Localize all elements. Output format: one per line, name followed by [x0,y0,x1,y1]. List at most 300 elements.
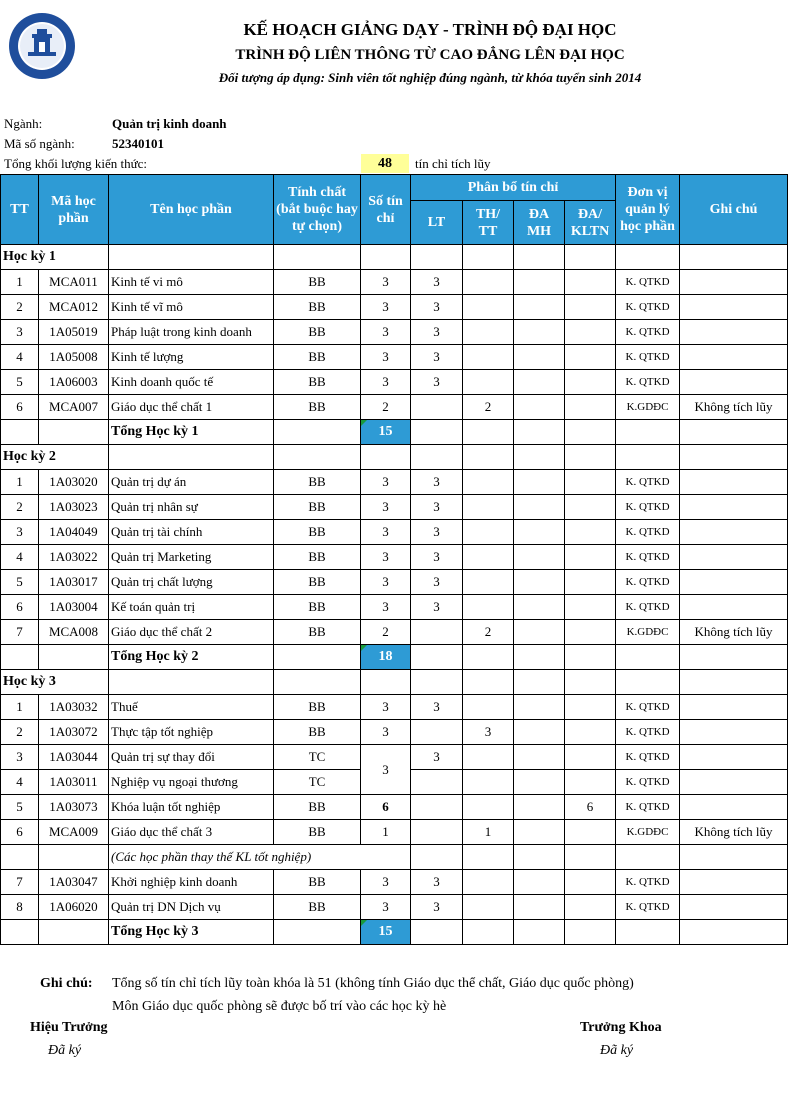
course-code: 1A03032 [39,695,109,720]
course-type: BB [274,470,361,495]
footer-note-line2: Môn Giáo dục quốc phòng sẽ được bố trí vào các học kỳ hè [112,999,447,1014]
course-code: MCA008 [39,620,109,645]
course-th [463,370,514,395]
course-code: 1A05008 [39,345,109,370]
course-lt: 3 [411,470,463,495]
course-th: 3 [463,720,514,745]
course-note: Không tích lũy [680,395,788,420]
empty-cell [565,670,616,695]
empty-cell [616,670,680,695]
empty-cell [616,845,680,870]
course-code: 1A05019 [39,320,109,345]
course-code: 1A03011 [39,770,109,795]
empty-cell [680,745,788,770]
course-credits: 3 [361,295,411,320]
course-unit: K. QTKD [616,295,680,320]
course-row [1,570,788,595]
course-lt [411,795,463,820]
course-lt: 3 [411,570,463,595]
course-kl [565,270,616,295]
course-credits: 3 [361,595,411,620]
course-type: BB [274,345,361,370]
course-lt: 3 [411,520,463,545]
empty-cell [463,420,514,445]
course-kl [565,620,616,645]
course-credits: 3 [361,570,411,595]
empty-cell [680,670,788,695]
course-type: BB [274,795,361,820]
course-th: 2 [463,620,514,645]
course-da [514,370,565,395]
course-type: BB [274,570,361,595]
course-row [1,895,788,920]
course-note [680,370,788,395]
elective-credits: 3 [361,745,411,795]
semester-total-row [1,420,788,445]
course-index: 1 [1,270,39,295]
course-da [514,270,565,295]
course-name: Thực tập tốt nghiệp [109,720,274,745]
course-name: Quản trị sự thay đổi [109,745,274,770]
course-row [1,495,788,520]
course-kl [565,295,616,320]
course-index: 4 [1,345,39,370]
course-note [680,695,788,720]
course-lt: 3 [411,495,463,520]
course-th [463,695,514,720]
course-code: 1A03020 [39,470,109,495]
course-index: 8 [1,895,39,920]
course-unit: K. QTKD [616,570,680,595]
empty-cell [616,645,680,670]
course-note [680,895,788,920]
course-unit: K. QTKD [616,370,680,395]
empty-cell [361,670,411,695]
course-name: Khóa luận tốt nghiệp [109,795,274,820]
empty-cell [616,445,680,470]
empty-cell [514,445,565,470]
empty-cell [109,445,274,470]
course-index: 5 [1,795,39,820]
course-code: 1A03073 [39,795,109,820]
course-index: 6 [1,595,39,620]
empty-cell [274,245,361,270]
course-note [680,795,788,820]
empty-cell [39,420,109,445]
empty-cell [463,670,514,695]
course-th [463,470,514,495]
empty-cell [514,670,565,695]
course-da [514,295,565,320]
course-index: 1 [1,470,39,495]
empty-cell [109,245,274,270]
course-type: TC [274,745,361,770]
empty-cell [39,845,109,870]
empty-cell [514,420,565,445]
course-name: Giáo dục thể chất 2 [109,620,274,645]
empty-cell [463,745,514,770]
semester-heading-row [1,245,788,270]
header-allocation: Phân bổ tín chỉ [411,175,616,201]
course-name: Kinh tế vi mô [109,270,274,295]
course-name: Giáo dục thể chất 1 [109,395,274,420]
course-lt [411,620,463,645]
empty-cell [411,920,463,945]
course-type: BB [274,395,361,420]
course-credits: 2 [361,620,411,645]
course-note: Không tích lũy [680,620,788,645]
course-index: 4 [1,770,39,795]
course-row [1,520,788,545]
course-lt: 3 [411,320,463,345]
course-note [680,520,788,545]
course-kl [565,345,616,370]
course-note [680,570,788,595]
course-credits: 3 [361,495,411,520]
course-name: Thuế [109,695,274,720]
course-note [680,545,788,570]
course-lt: 3 [411,295,463,320]
course-name: Nghiệp vụ ngoại thương [109,770,274,795]
course-unit: K. QTKD [616,745,680,770]
course-kl [565,895,616,920]
empty-cell [463,770,514,795]
course-credits: 3 [361,320,411,345]
course-da [514,470,565,495]
course-type: BB [274,370,361,395]
course-name: Khởi nghiệp kinh doanh [109,870,274,895]
course-type: BB [274,520,361,545]
course-code: 1A06003 [39,370,109,395]
empty-cell [616,245,680,270]
course-lt: 3 [411,745,463,770]
empty-cell [565,645,616,670]
empty-cell [411,445,463,470]
course-da [514,545,565,570]
course-index: 5 [1,370,39,395]
course-code: MCA012 [39,295,109,320]
course-name: Quản trị tài chính [109,520,274,545]
empty-cell [274,445,361,470]
curriculum-body [1,245,788,945]
major-label: Ngành: [4,116,43,131]
course-lt: 3 [411,545,463,570]
course-kl [565,395,616,420]
header-damh: ĐA MH [514,201,565,245]
course-note [680,320,788,345]
course-kl [565,870,616,895]
course-row [1,620,788,645]
course-note [680,720,788,745]
course-code: 1A03017 [39,570,109,595]
course-note [680,470,788,495]
footer-note-label: Ghi chú: [40,976,93,991]
course-type: BB [274,895,361,920]
course-row [1,470,788,495]
empty-cell [411,420,463,445]
course-th [463,270,514,295]
course-th [463,895,514,920]
header-type: Tính chất (bắt buộc hay tự chọn) [274,175,361,245]
empty-cell [514,920,565,945]
course-credits: 3 [361,895,411,920]
course-lt: 3 [411,695,463,720]
course-unit: K. QTKD [616,470,680,495]
course-credits: 3 [361,520,411,545]
course-da [514,570,565,595]
major-code-value: 52340101 [112,136,164,151]
empty-cell [514,770,565,795]
header-tt: TT [1,175,39,245]
semester-heading: Học kỳ 2 [1,445,109,470]
empty-cell [514,745,565,770]
empty-cell [463,645,514,670]
signature-right-status: Đã ký [600,1043,634,1058]
course-index: 7 [1,620,39,645]
semester-heading: Học kỳ 1 [1,245,109,270]
header-lt: LT [411,201,463,245]
total-credits-value: 48 [361,154,409,173]
course-row [1,295,788,320]
replacement-note-row [1,845,788,870]
course-unit: K. QTKD [616,895,680,920]
course-row [1,320,788,345]
course-type: BB [274,295,361,320]
course-lt [411,720,463,745]
empty-cell [514,645,565,670]
course-th [463,870,514,895]
course-kl [565,595,616,620]
course-row [1,820,788,845]
course-kl [565,545,616,570]
course-credits: 6 [361,795,411,820]
course-index: 3 [1,320,39,345]
course-type: BB [274,320,361,345]
empty-cell [1,920,39,945]
course-lt: 3 [411,270,463,295]
course-code: 1A03044 [39,745,109,770]
empty-cell [361,445,411,470]
course-credits: 3 [361,870,411,895]
course-type: BB [274,620,361,645]
course-name: Quản trị DN Dịch vụ [109,895,274,920]
course-da [514,720,565,745]
course-name: Quản trị dự án [109,470,274,495]
course-index: 4 [1,545,39,570]
empty-cell [680,420,788,445]
course-th: 2 [463,395,514,420]
course-index: 6 [1,820,39,845]
course-th [463,495,514,520]
course-kl [565,720,616,745]
course-unit: K. QTKD [616,695,680,720]
course-da [514,495,565,520]
course-da [514,895,565,920]
course-unit: K. QTKD [616,270,680,295]
empty-cell [680,445,788,470]
empty-cell [1,420,39,445]
footer-note-line1: Tổng số tín chỉ tích lũy toàn khóa là 51 (không tính Giáo dục thể chất, Giáo dục quốc phòng) [112,976,634,991]
course-code: MCA007 [39,395,109,420]
course-index: 3 [1,745,39,770]
semester-total-row [1,645,788,670]
course-note: Không tích lũy [680,820,788,845]
course-note [680,345,788,370]
course-type: BB [274,595,361,620]
course-kl [565,470,616,495]
empty-cell [274,920,361,945]
course-note [680,270,788,295]
header-code: Mã học phần [39,175,109,245]
course-unit: K. QTKD [616,770,680,795]
course-da [514,345,565,370]
empty-cell [39,645,109,670]
course-name: Kinh doanh quốc tế [109,370,274,395]
course-th [463,345,514,370]
empty-cell [680,645,788,670]
course-index: 2 [1,495,39,520]
course-code: 1A03047 [39,870,109,895]
course-note [680,495,788,520]
empty-cell [514,845,565,870]
course-lt: 3 [411,895,463,920]
course-code: 1A03022 [39,545,109,570]
signature-left-status: Đã ký [48,1043,82,1058]
course-index: 5 [1,570,39,595]
course-th [463,795,514,820]
course-unit: K. QTKD [616,595,680,620]
course-credits: 1 [361,820,411,845]
course-lt: 3 [411,370,463,395]
course-row [1,345,788,370]
empty-cell [463,445,514,470]
empty-cell [565,770,616,795]
course-unit: K.GDĐC [616,395,680,420]
semester-heading: Học kỳ 3 [1,670,109,695]
course-da [514,870,565,895]
course-index: 2 [1,295,39,320]
course-note [680,870,788,895]
course-row [1,695,788,720]
course-lt [411,820,463,845]
course-type: BB [274,695,361,720]
course-name: Pháp luật trong kinh doanh [109,320,274,345]
course-type: BB [274,870,361,895]
signature-left-title: Hiệu Trưởng [30,1020,108,1035]
course-note [680,595,788,620]
header-dakltn: ĐA/ KLTN [565,201,616,245]
empty-cell [463,845,514,870]
empty-cell [411,845,463,870]
header-name: Tên học phần [109,175,274,245]
semester-total-value: 15 [361,920,411,945]
course-index: 3 [1,520,39,545]
course-unit: K. QTKD [616,495,680,520]
empty-cell [274,420,361,445]
course-unit: K. QTKD [616,795,680,820]
empty-cell [39,920,109,945]
course-name: Quản trị nhân sự [109,495,274,520]
course-unit: K. QTKD [616,345,680,370]
page-subtitle: TRÌNH ĐỘ LIÊN THÔNG TỪ CAO ĐẲNG LÊN ĐẠI HỌC [235,47,625,63]
empty-cell [1,845,39,870]
course-da [514,620,565,645]
header-note: Ghi chú [680,175,788,245]
course-type: BB [274,820,361,845]
header-unit: Đơn vị quản lý học phần [616,175,680,245]
empty-cell [565,445,616,470]
course-kl [565,570,616,595]
empty-cell [411,670,463,695]
course-th [463,570,514,595]
course-credits: 3 [361,270,411,295]
empty-cell [565,745,616,770]
semester-heading-row [1,445,788,470]
course-unit: K. QTKD [616,320,680,345]
semester-total-label: Tổng Học kỳ 1 [109,420,274,445]
semester-total-value: 15 [361,420,411,445]
course-credits: 3 [361,470,411,495]
course-lt: 3 [411,870,463,895]
empty-cell [616,920,680,945]
semester-total-label: Tổng Học kỳ 3 [109,920,274,945]
course-note [680,295,788,320]
signature-right-title: Trưởng Khoa [580,1020,662,1035]
course-unit: K. QTKD [616,720,680,745]
empty-cell [565,920,616,945]
course-code: 1A03072 [39,720,109,745]
course-th [463,595,514,620]
replacement-note: (Các học phần thay thế KL tốt nghiệp) [109,845,411,870]
empty-cell [463,245,514,270]
course-da [514,320,565,345]
total-credits-label: Tổng khối lượng kiến thức: [4,156,148,171]
course-name: Kinh tế vĩ mô [109,295,274,320]
elective-course-row [1,745,788,770]
empty-cell [463,920,514,945]
course-unit: K. QTKD [616,520,680,545]
course-kl [565,370,616,395]
course-row [1,720,788,745]
course-code: 1A03023 [39,495,109,520]
empty-cell [274,645,361,670]
course-credits: 2 [361,395,411,420]
course-row [1,595,788,620]
empty-cell [361,245,411,270]
course-th [463,320,514,345]
course-th [463,295,514,320]
course-code: MCA011 [39,270,109,295]
course-da [514,695,565,720]
course-kl [565,695,616,720]
empty-cell [411,245,463,270]
course-da [514,795,565,820]
course-code: 1A04049 [39,520,109,545]
course-lt: 3 [411,345,463,370]
semester-total-label: Tổng Học kỳ 2 [109,645,274,670]
course-type: TC [274,770,361,795]
course-index: 1 [1,695,39,720]
course-name: Quản trị chất lượng [109,570,274,595]
empty-cell [616,420,680,445]
course-credits: 3 [361,545,411,570]
course-row [1,870,788,895]
curriculum-table [0,174,788,945]
course-row [1,395,788,420]
empty-cell [680,920,788,945]
course-lt [411,770,463,795]
course-credits: 3 [361,345,411,370]
